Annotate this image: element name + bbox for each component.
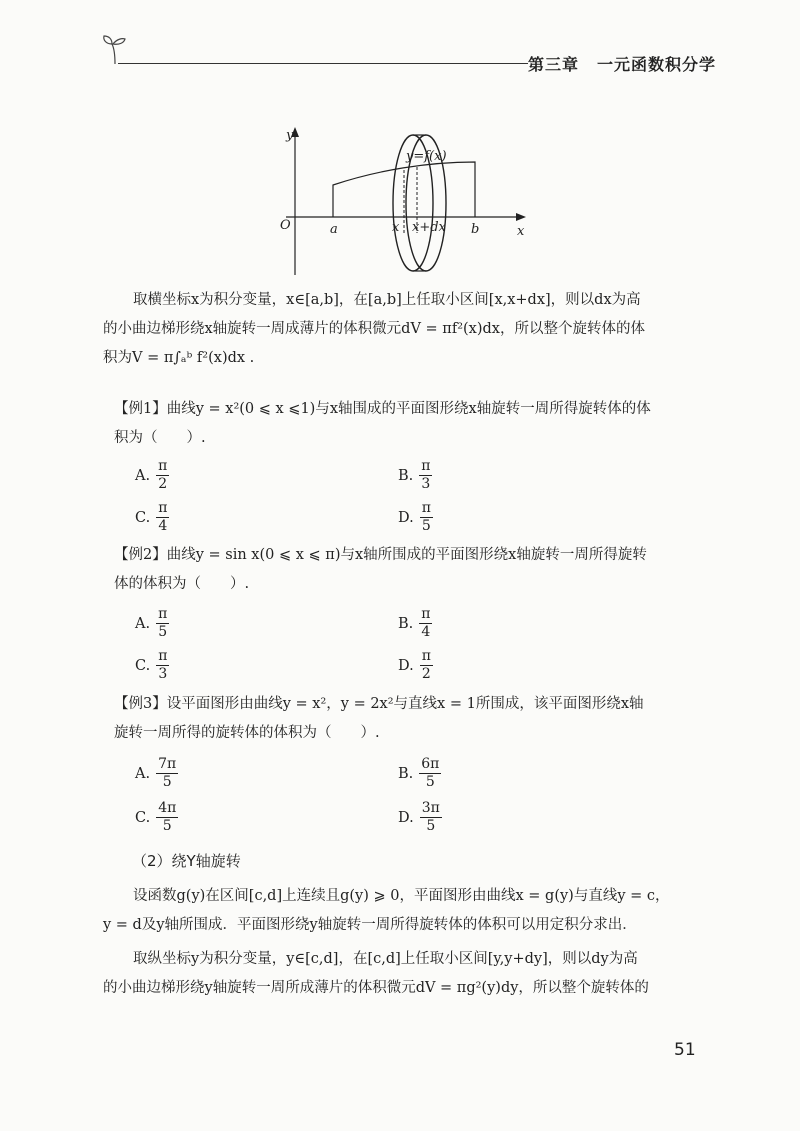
example-2	[114, 541, 704, 599]
example-3	[114, 690, 704, 748]
y-axis-label: y	[286, 128, 294, 143]
example-1	[114, 395, 704, 453]
x-plus-dx-label: x+dx	[412, 220, 446, 235]
paragraph-y-axis-volume	[103, 945, 703, 1003]
chapter-heading	[528, 52, 734, 75]
x-axis-arrow	[516, 213, 526, 221]
example-2-question: 【例2】曲线y = sin x(0 ⩽ x ⩽ π)与x轴所围成的平面图形绕x轴旋转一周所得旋转	[114, 547, 647, 563]
paragraph-x-axis-volume	[103, 286, 703, 373]
example-2-option-a: A. $\frac{\pi}{5}$	[135, 606, 168, 640]
x-axis-label: x	[517, 224, 525, 239]
section-heading: （2）绕Y轴旋转	[132, 852, 241, 870]
example-2-option-b: B. $\frac{\pi}{4}$	[398, 606, 431, 640]
example-3-option-d: D. $\frac{3\pi}{5}$	[398, 800, 440, 834]
example-3-option-a: A. $\frac{7\pi}{5}$	[135, 756, 177, 790]
a-label: a	[330, 222, 338, 237]
example-3-question-end: 旋转一周所得的旋转体的体积为（ ）.	[114, 725, 380, 741]
origin-label: O	[280, 218, 291, 233]
text-line: y = d及y轴所围成．平面图形绕y轴旋转一周所得旋转体的体积可以用定积分求出．	[103, 917, 637, 933]
example-2-option-c: C. $\frac{\pi}{3}$	[135, 648, 168, 682]
example-2-question-end: 体的体积为（ ）.	[114, 576, 250, 592]
example-1-question: 【例1】曲线y = x²(0 ⩽ x ⩽1)与x轴围成的平面图形绕x轴旋转一周所得旋转体的体	[114, 401, 651, 417]
text-line: 取横坐标x为积分变量，x∈[a,b]，在[a,b]上任取小区间[x,x+dx]，则以dx为高	[133, 292, 641, 308]
example-2-option-d: D. $\frac{\pi}{2}$	[398, 648, 431, 682]
leaf-ornament-icon	[100, 30, 130, 66]
example-3-option-c: C. $\frac{4\pi}{5}$	[135, 800, 177, 834]
paragraph-y-axis-setup	[103, 882, 703, 940]
page-number: 51	[674, 1040, 696, 1060]
example-1-option-b: B. $\frac{\pi}{3}$	[398, 458, 431, 492]
example-1-option-c: C. $\frac{\pi}{4}$	[135, 500, 168, 534]
text-line: 积为V = π∫ₐᵇ f²(x)dx .	[103, 350, 255, 366]
chapter-number: 第三章	[528, 55, 580, 74]
text-line: 设函数g(y)在区间[c,d]上连续且g(y) ⩾ 0，平面图形由曲线x = g(y)与直线y = c，	[133, 888, 670, 904]
b-label: b	[471, 222, 480, 237]
example-3-option-b: B. $\frac{6\pi}{5}$	[398, 756, 440, 790]
rotation-figure	[268, 125, 528, 280]
text-line: 的小曲边梯形绕x轴旋转一周成薄片的体积微元dV = πf²(x)dx，所以整个旋转体的体	[103, 321, 645, 337]
function-label: y=f(x)	[406, 149, 447, 164]
x-point-label: x	[392, 220, 400, 235]
example-3-question: 【例3】设平面图形由曲线y = x²，y = 2x²与直线x = 1所围成，该平面图形绕x轴	[114, 696, 644, 712]
example-1-option-d: D. $\frac{\pi}{5}$	[398, 500, 431, 534]
text-line: 取纵坐标y为积分变量，y∈[c,d]，在[c,d]上任取小区间[y,y+dy]，则以dy为高	[133, 951, 638, 967]
header-rule	[118, 63, 528, 64]
example-1-option-a: A. $\frac{\pi}{2}$	[135, 458, 168, 492]
text-line: 的小曲边梯形绕y轴旋转一周所成薄片的体积微元dV = πg²(y)dy，所以整个旋转体的	[103, 980, 649, 996]
chapter-title: 一元函数积分学	[597, 55, 717, 74]
example-1-question-end: 积为（ ）.	[114, 430, 206, 446]
